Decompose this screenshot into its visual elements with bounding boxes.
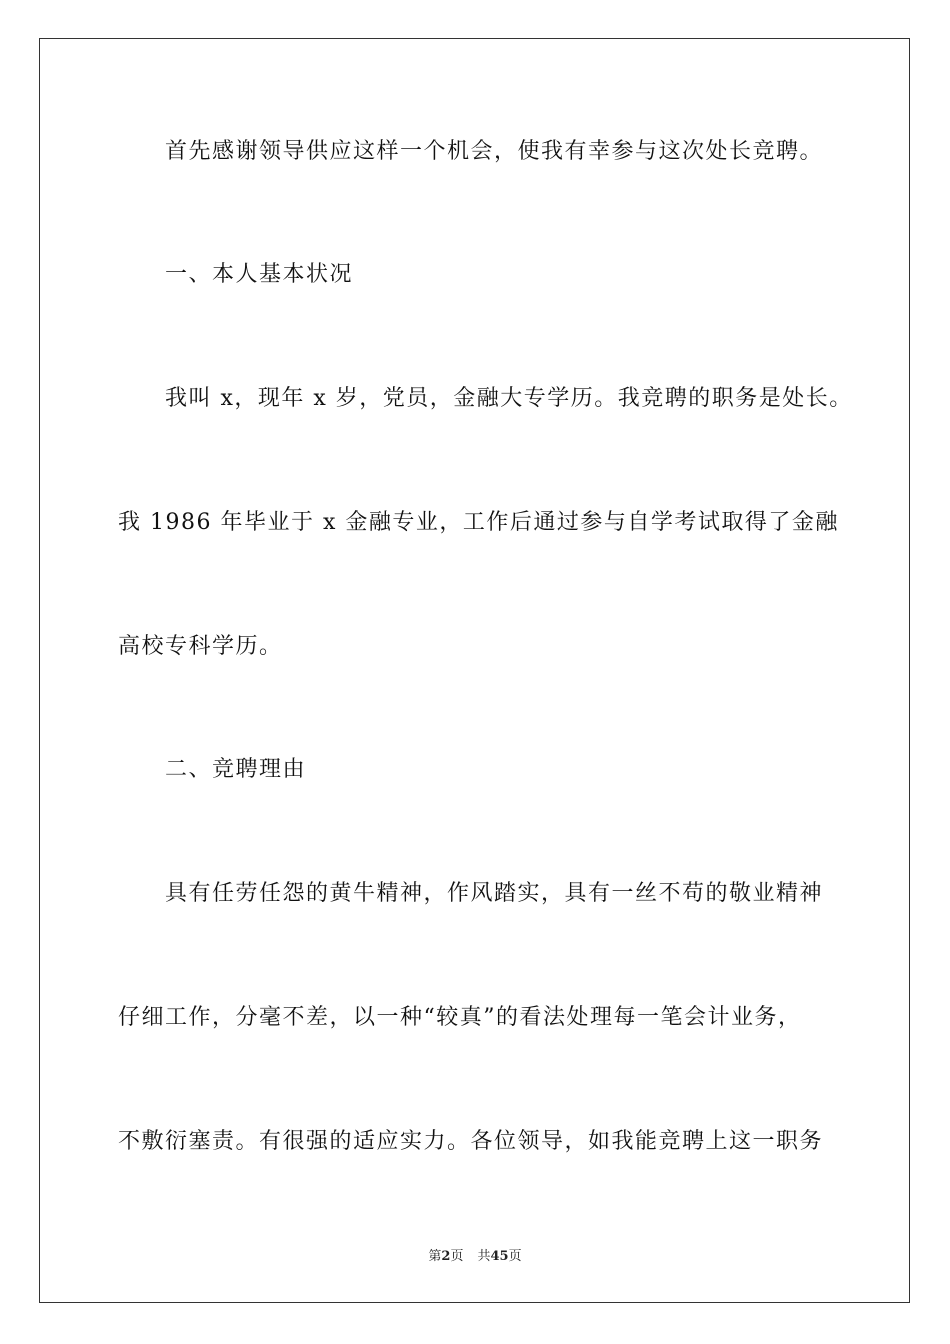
paragraph-reasons-line-2: 仔细工作，分毫不差，以一种“较真”的看法处理每一笔会计业务， — [118, 1005, 802, 1030]
paragraph-basic-info-line-3: 高校专科学历。 — [118, 634, 283, 659]
paragraph-basic-info-line-2: 我 1986 年毕业于 x 金融专业，工作后通过参与自学考试取得了金融 — [118, 510, 839, 535]
footer-total-pages: 45 — [490, 1249, 509, 1264]
page-footer — [0, 1248, 950, 1266]
footer-page-number: 2 — [441, 1249, 451, 1264]
paragraph-basic-info-line-1: 我叫 x，现年 x 岁，党员，金融大专学历。我竞聘的职务是处长。 — [165, 386, 853, 411]
page-border — [39, 38, 910, 1303]
paragraph-intro: 首先感谢领导供应这样一个机会，使我有幸参与这次处长竞聘。 — [165, 139, 824, 164]
heading-section-1: 一、本人基本状况 — [165, 262, 354, 287]
footer-total-prefix: 共 — [477, 1249, 491, 1264]
paragraph-reasons-line-3: 不敷衍塞责。有很强的适应实力。各位领导，如我能竞聘上这一职务 — [118, 1129, 824, 1154]
footer-page-suffix: 页 — [450, 1249, 464, 1264]
footer-total-suffix: 页 — [508, 1249, 522, 1264]
paragraph-reasons-line-1: 具有任劳任怨的黄牛精神，作风踏实，具有一丝不苟的敬业精神 — [165, 881, 824, 906]
footer-page-prefix: 第 — [428, 1249, 442, 1264]
heading-section-2: 二、竞聘理由 — [165, 757, 307, 782]
